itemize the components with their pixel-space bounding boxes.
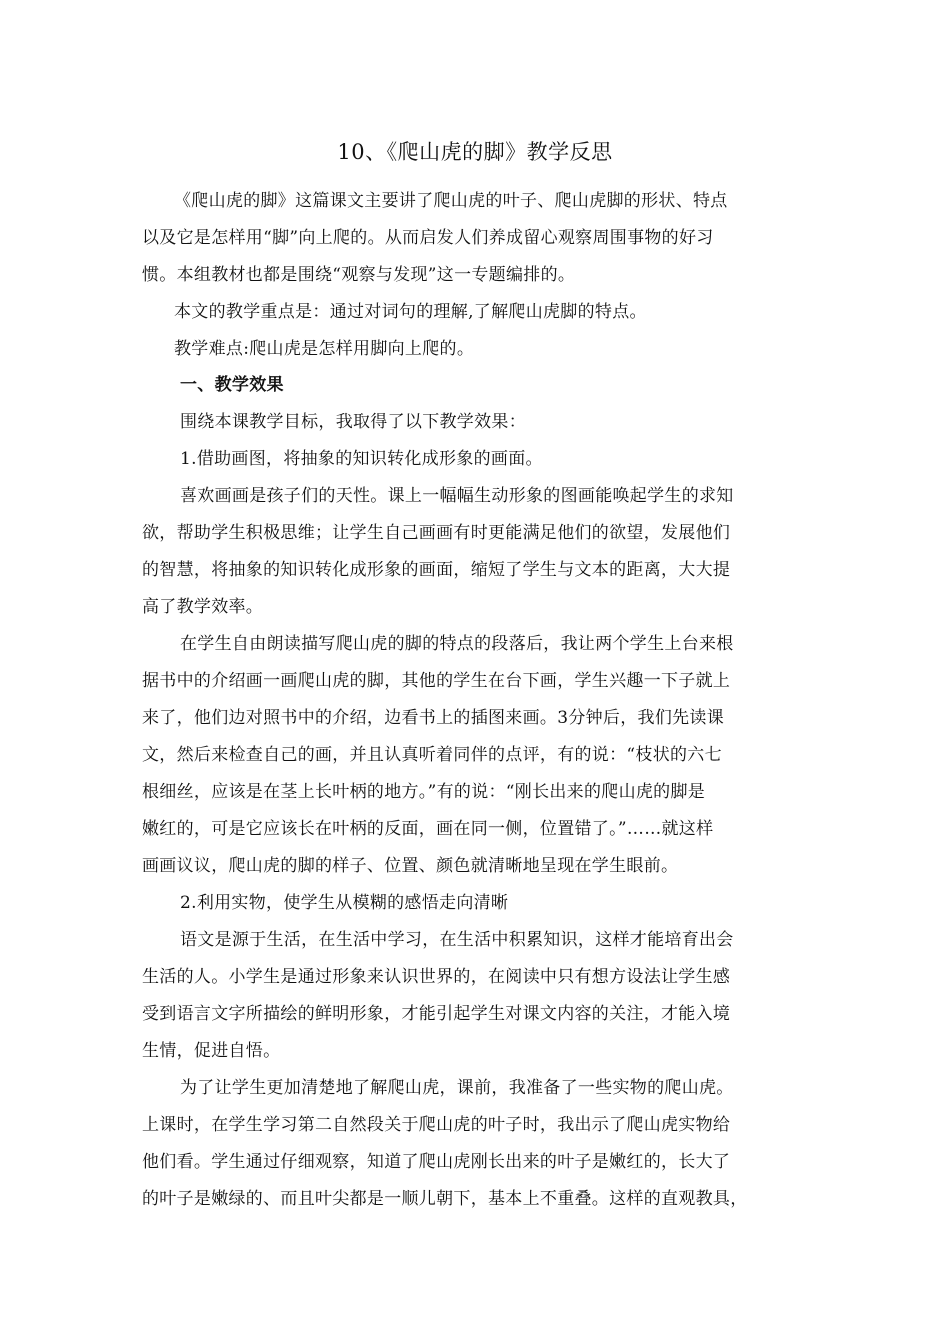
paragraph-line: 受到语言文字所描绘的鲜明形象，才能引起学生对课文内容的关注，才能入境	[142, 1004, 731, 1024]
paragraph-line: 的叶子是嫩绿的、而且叶尖都是一顺儿朝下，基本上不重叠。这样的直观教具，	[142, 1189, 748, 1209]
paragraph-line: 为了让学生更加清楚地了解爬山虎，课前，我准备了一些实物的爬山虎。	[180, 1078, 734, 1098]
document-title: 10、《爬山虎的脚》教学反思	[337, 140, 613, 164]
paragraph-line: 据书中的介绍画一画爬山虎的脚，其他的学生在台下画，学生兴趣一下子就上	[142, 671, 731, 691]
paragraph-line: 以及它是怎样用“脚”向上爬的。从而启发人们养成留心观察周围事物的好习	[142, 228, 714, 248]
paragraph-line: 文，然后来检查自己的画，并且认真听着同伴的点评，有的说：“枝状的六七	[142, 745, 722, 765]
paragraph-line: 在学生自由朗读描写爬山虎的脚的特点的段落后，我让两个学生上台来根	[180, 634, 734, 654]
paragraph-line: 《爬山虎的脚》这篇课文主要讲了爬山虎的叶子、爬山虎脚的形状、特点	[174, 191, 728, 211]
paragraph-line: 上课时，在学生学习第二自然段关于爬山虎的叶子时，我出示了爬山虎实物给	[142, 1115, 731, 1135]
subsection-heading: 1.借助画图，将抽象的知识转化成形象的画面。	[180, 449, 543, 469]
section-heading: 一、教学效果	[180, 375, 284, 395]
paragraph-line: 他们看。学生通过仔细观察，知道了爬山虎刚长出来的叶子是嫩红的，长大了	[142, 1152, 731, 1172]
paragraph-line: 本文的教学重点是：通过对词句的理解,了解爬山虎脚的特点。	[174, 302, 647, 322]
paragraph-line: 惯。本组教材也都是围绕“观察与发现”这一专题编排的。	[142, 265, 576, 285]
paragraph-line: 高了教学效率。	[142, 597, 264, 617]
paragraph-line: 生情，促进自悟。	[142, 1041, 281, 1061]
paragraph-line: 围绕本课教学目标，我取得了以下教学效果：	[180, 412, 526, 432]
paragraph-line: 教学难点:爬山虎是怎样用脚向上爬的。	[174, 339, 475, 359]
paragraph-line: 的智慧，将抽象的知识转化成形象的画面，缩短了学生与文本的距离，大大提	[142, 560, 731, 580]
paragraph-line: 喜欢画画是孩子们的天性。课上一幅幅生动形象的图画能唤起学生的求知	[180, 486, 734, 506]
paragraph-line: 来了，他们边对照书中的介绍，边看书上的插图来画。3分钟后，我们先读课	[142, 708, 725, 728]
paragraph-line: 语文是源于生活，在生活中学习，在生活中积累知识，这样才能培育出会	[180, 930, 734, 950]
paragraph-line: 生活的人。小学生是通过形象来认识世界的，在阅读中只有想方设法让学生感	[142, 967, 731, 987]
paragraph-line: 欲，帮助学生积极思维；让学生自己画画有时更能满足他们的欲望，发展他们	[142, 523, 731, 543]
subsection-heading: 2.利用实物，使学生从模糊的感悟走向清晰	[180, 893, 509, 913]
paragraph-line: 根细丝，应该是在茎上长叶柄的地方。”有的说：“刚长出来的爬山虎的脚是	[142, 782, 706, 802]
paragraph-line: 画画议议，爬山虎的脚的样子、位置、颜色就清晰地呈现在学生眼前。	[142, 856, 679, 876]
paragraph-line: 嫩红的，可是它应该长在叶柄的反面，画在同一侧，位置错了。”……就这样	[142, 819, 714, 839]
